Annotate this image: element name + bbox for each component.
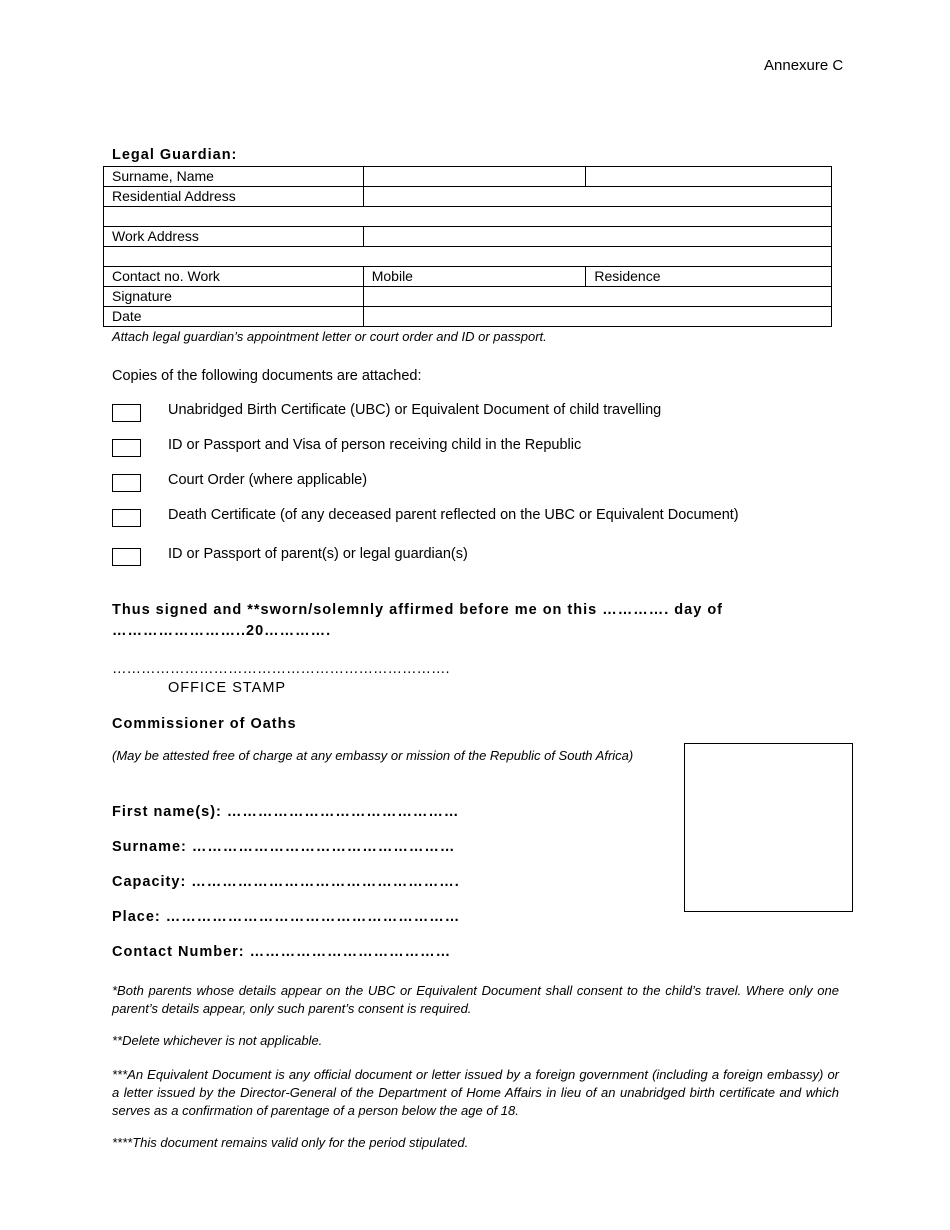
oath-statement-line-2: ……………………..20…………. xyxy=(112,623,332,639)
table-row xyxy=(104,227,832,247)
id-visa-checkbox[interactable] xyxy=(112,439,141,457)
office-stamp-box xyxy=(684,743,853,912)
document-item-label: Unabridged Birth Certificate (UBC) or Equivalent Document of child travelling xyxy=(168,402,662,418)
table-row xyxy=(104,167,832,187)
document-item-label: Death Certificate (of any deceased parent reflected on the UBC or Equivalent Document) xyxy=(168,507,739,523)
mobile-field[interactable]: Mobile xyxy=(363,267,586,287)
residential-address-continued-field[interactable] xyxy=(104,207,832,227)
work-address-label: Work Address xyxy=(104,227,364,247)
document-item-label: ID or Passport of parent(s) or legal guardian(s) xyxy=(168,546,468,562)
residence-field[interactable]: Residence xyxy=(586,267,832,287)
contact-number-field[interactable]: Contact Number: ………………………………… xyxy=(112,944,452,960)
date-label: Date xyxy=(104,307,364,327)
surname-field[interactable] xyxy=(363,167,586,187)
commissioner-of-oaths-heading: Commissioner of Oaths xyxy=(112,716,297,732)
legal-guardian-table xyxy=(103,166,832,327)
name-field[interactable] xyxy=(586,167,832,187)
signature-field[interactable] xyxy=(363,287,831,307)
document-item-label: Court Order (where applicable) xyxy=(168,472,368,488)
office-stamp-label: OFFICE STAMP xyxy=(168,680,287,696)
parent-id-checkbox[interactable] xyxy=(112,548,141,566)
attach-note: Attach legal guardian’s appointment letter or court order and ID or passport. xyxy=(112,329,547,344)
work-address-continued-field[interactable] xyxy=(104,247,832,267)
table-row xyxy=(104,287,832,307)
document-item-label: ID or Passport and Visa of person receiving child in the Republic xyxy=(168,437,582,453)
attest-note: (May be attested free of charge at any embassy or mission of the Republic of South Africa) xyxy=(112,748,634,763)
commissioner-signature-line[interactable]: ……………………………………………………………. xyxy=(112,661,450,677)
ubc-checkbox[interactable] xyxy=(112,404,141,422)
footnote-delete: **Delete whichever is not applicable. xyxy=(112,1033,323,1048)
death-certificate-checkbox[interactable] xyxy=(112,509,141,527)
oath-statement-line-1: Thus signed and **sworn/solemnly affirmed before me on this …………. day of xyxy=(112,602,723,618)
table-row xyxy=(104,267,832,287)
surname-field-commissioner[interactable]: Surname: …………………………………………… xyxy=(112,839,456,855)
table-row xyxy=(104,207,832,227)
footnote-equivalent-document: ***An Equivalent Document is any official document or letter issued by a foreign government (including a foreign embassy) or a letter issued by the Director-General of the Department of Home Affairs in lieu of an unabridged birth certificate and which serves as a confirmation of parentage of a person below the age of 18. xyxy=(112,1067,839,1118)
surname-name-label: Surname, Name xyxy=(104,167,364,187)
residential-address-label: Residential Address xyxy=(104,187,364,207)
signature-label: Signature xyxy=(104,287,364,307)
legal-guardian-heading: Legal Guardian: xyxy=(112,147,238,163)
footnote-parents-consent: *Both parents whose details appear on the UBC or Equivalent Document shall consent to the child’s travel. Where only one parent’s details appear, only such parent’s consent is required. xyxy=(112,983,839,1016)
annexure-label: Annexure C xyxy=(764,57,844,74)
documents-intro: Copies of the following documents are attached: xyxy=(112,368,422,384)
table-row xyxy=(104,187,832,207)
table-row xyxy=(104,307,832,327)
first-names-field[interactable]: First name(s): ……………………………………… xyxy=(112,804,460,820)
capacity-field[interactable]: Capacity: ……………………………………………. xyxy=(112,874,460,890)
table-row xyxy=(104,247,832,267)
contact-work-field[interactable]: Contact no. Work xyxy=(104,267,364,287)
place-field[interactable]: Place: ………………………………………………… xyxy=(112,909,461,925)
residential-address-field[interactable] xyxy=(363,187,831,207)
footnote-validity: ****This document remains valid only for the period stipulated. xyxy=(112,1135,469,1150)
date-field[interactable] xyxy=(363,307,831,327)
court-order-checkbox[interactable] xyxy=(112,474,141,492)
work-address-field[interactable] xyxy=(363,227,831,247)
